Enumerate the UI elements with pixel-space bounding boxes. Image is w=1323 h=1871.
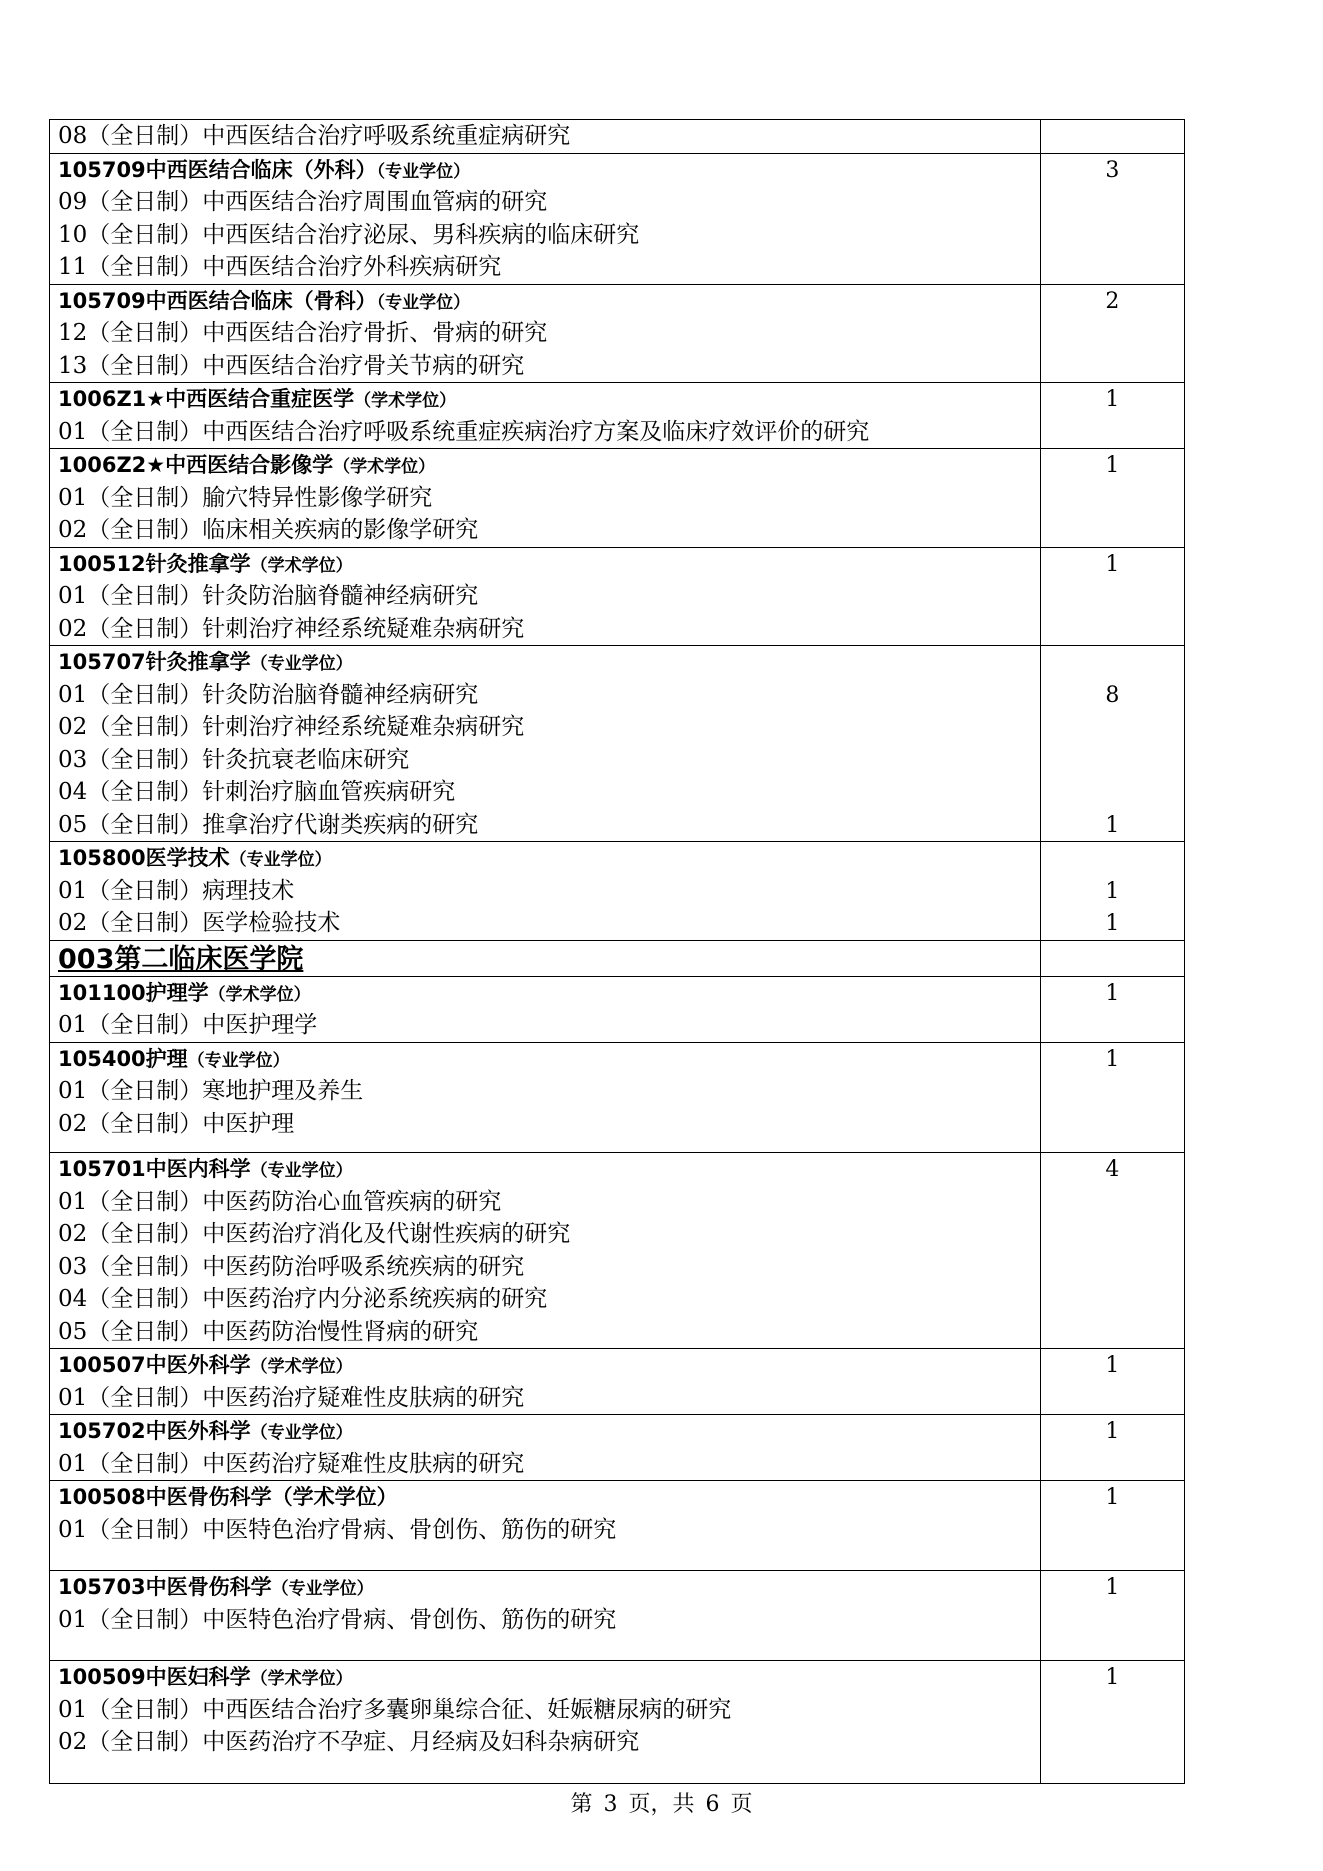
research-direction — [50, 1514, 1040, 1547]
degree-type-tag: （专业学位） — [250, 654, 353, 674]
quota-value — [1041, 1186, 1184, 1219]
line-text: 01（全日制）中医护理学 — [58, 1012, 318, 1038]
program-cell — [50, 547, 1041, 646]
quota-value — [1041, 120, 1184, 153]
program-row — [50, 120, 1185, 154]
research-direction — [50, 317, 1040, 350]
line-text: 02（全日制）医学检验技术 — [58, 910, 341, 936]
program-title — [50, 1153, 1040, 1186]
degree-type-tag: （学术学位） — [333, 457, 436, 477]
program-title — [50, 1349, 1040, 1382]
program-title — [50, 449, 1040, 482]
degree-type-tag: （专业学位） — [376, 292, 471, 313]
line-text: 02（全日制）针刺治疗神经系统疑难杂病研究 — [58, 615, 525, 642]
quota-cell — [1040, 120, 1184, 154]
quota-cell — [1040, 1349, 1184, 1415]
research-direction — [50, 580, 1040, 613]
program-cell — [50, 1042, 1041, 1153]
research-direction — [50, 1382, 1040, 1415]
line-text: 105400护理 — [58, 1046, 188, 1071]
program-cell — [50, 383, 1041, 449]
quota-value — [1041, 416, 1184, 449]
line-text: 02（全日制）中医药治疗不孕症、月经病及妇科杂病研究 — [58, 1729, 640, 1755]
quota-cell — [1040, 976, 1184, 1042]
line-text: 105702中医外科学 — [58, 1419, 251, 1443]
quota-value: 1 — [1105, 812, 1120, 838]
quota-value — [1041, 1726, 1184, 1759]
line-text: 100507中医外科学 — [58, 1353, 251, 1377]
program-title — [50, 154, 1040, 187]
program-cell — [50, 1481, 1041, 1571]
quota-value: 1 — [1105, 1353, 1120, 1378]
quota-value: 3 — [1105, 157, 1120, 183]
research-direction — [50, 1316, 1040, 1349]
degree-type-tag: （学术学位） — [208, 984, 311, 1005]
research-direction — [50, 907, 1040, 940]
research-direction — [50, 1694, 1040, 1727]
research-direction — [50, 711, 1040, 744]
line-text: 105800医学技术 — [58, 846, 230, 870]
research-direction — [50, 251, 1040, 284]
program-title — [50, 646, 1040, 679]
research-direction — [50, 809, 1040, 842]
quota-value — [1041, 1283, 1184, 1316]
program-title — [50, 285, 1040, 318]
quota-cell — [1040, 1661, 1184, 1784]
line-text: 105701中医内科学 — [58, 1157, 251, 1181]
program-title — [50, 1481, 1040, 1514]
quota-cell — [1040, 1571, 1184, 1661]
program-cell — [50, 449, 1041, 548]
quota-value — [1041, 1604, 1184, 1637]
quota-value: 1 — [1105, 878, 1120, 904]
research-direction — [50, 875, 1040, 908]
program-cell — [50, 842, 1041, 941]
quota-cell — [1040, 383, 1184, 449]
research-direction — [50, 482, 1040, 515]
program-row — [50, 646, 1185, 842]
line-text: 02（全日制）中医药治疗消化及代谢性疾病的研究 — [58, 1221, 571, 1247]
quota-value: 1 — [1105, 387, 1120, 412]
quota-value — [1041, 1694, 1184, 1727]
line-text: 03（全日制）针灸抗衰老临床研究 — [58, 746, 410, 773]
line-text: 1006Z2★中西医结合影像学 — [58, 453, 334, 477]
degree-type-tag: （学术学位） — [250, 1357, 353, 1377]
quota-value — [1041, 317, 1184, 350]
program-row — [50, 842, 1185, 941]
program-row — [50, 1571, 1185, 1661]
cell-spacer — [50, 1759, 1040, 1783]
line-text: 105709中西医结合临床（骨科） — [58, 288, 377, 313]
quota-value — [1041, 776, 1184, 809]
line-text: 01（全日制）中医药治疗疑难性皮肤病的研究 — [58, 1384, 525, 1411]
program-title — [50, 1571, 1040, 1604]
quota-cell — [1040, 547, 1184, 646]
line-text: 04（全日制）针刺治疗脑血管疾病研究 — [58, 779, 456, 805]
line-text: 05（全日制）推拿治疗代谢类疾病的研究 — [58, 811, 479, 838]
degree-type-tag: （学术学位） — [354, 391, 457, 411]
program-title — [50, 1661, 1040, 1694]
line-text: 100509中医妇科学 — [58, 1665, 251, 1689]
quota-value: 8 — [1105, 682, 1120, 708]
line-text: 08（全日制）中西医结合治疗呼吸系统重症病研究 — [58, 123, 571, 149]
program-cell — [50, 1349, 1041, 1415]
line-text: 02（全日制）针刺治疗神经系统疑难杂病研究 — [58, 714, 525, 740]
program-row — [50, 1415, 1185, 1481]
line-text: 12（全日制）中西医结合治疗骨折、骨病的研究 — [58, 320, 548, 346]
quota-value — [1041, 219, 1184, 252]
quota-value — [1041, 613, 1184, 646]
quota-value: 1 — [1105, 551, 1120, 577]
line-text: 105707针灸推拿学 — [58, 650, 251, 674]
program-row — [50, 976, 1185, 1042]
program-row — [50, 284, 1185, 383]
research-direction — [50, 1108, 1040, 1141]
degree-type-tag: （专业学位） — [187, 1050, 290, 1071]
quota-value — [1041, 711, 1184, 744]
line-text: 13（全日制）中西医结合治疗骨关节病的研究 — [58, 352, 525, 379]
line-text: 05（全日制）中医药防治慢性肾病的研究 — [58, 1318, 479, 1345]
program-row — [50, 1042, 1185, 1153]
line-text: 01（全日制）中医特色治疗骨病、骨创伤、筋伤的研究 — [58, 1606, 617, 1633]
quota-cell — [1040, 1481, 1184, 1571]
line-text: 02（全日制）中医护理 — [58, 1110, 295, 1137]
quota-value — [1041, 1251, 1184, 1284]
quota-value: 1 — [1105, 1485, 1120, 1510]
research-direction — [50, 1186, 1040, 1219]
program-title — [50, 842, 1040, 875]
program-cell — [50, 940, 1041, 976]
line-text: 01（全日制）中医药治疗疑难性皮肤病的研究 — [58, 1450, 525, 1477]
research-direction — [50, 219, 1040, 252]
degree-type-tag: （专业学位） — [229, 850, 332, 870]
research-direction — [50, 120, 1040, 153]
research-direction — [50, 1251, 1040, 1284]
quota-value — [1041, 1382, 1184, 1415]
research-direction — [50, 679, 1040, 712]
program-title — [50, 1415, 1040, 1448]
quota-value: 1 — [1105, 1046, 1120, 1072]
program-title — [50, 383, 1040, 416]
quota-value: 4 — [1105, 1157, 1120, 1182]
line-text: 1006Z1★中西医结合重症医学 — [58, 387, 355, 411]
program-row — [50, 1153, 1185, 1349]
quota-cell — [1040, 449, 1184, 548]
quota-value: 1 — [1105, 453, 1120, 478]
line-text: 01（全日制）腧穴特异性影像学研究 — [58, 484, 433, 511]
line-text: 01（全日制）病理技术 — [58, 877, 295, 904]
program-cell — [50, 284, 1041, 383]
line-text: 100512针灸推拿学 — [58, 551, 251, 576]
quota-cell — [1040, 646, 1184, 842]
program-cell — [50, 120, 1041, 154]
research-direction — [50, 416, 1040, 449]
degree-type-tag: （专业学位） — [271, 1579, 374, 1599]
quota-value: 2 — [1105, 288, 1120, 314]
program-row — [50, 547, 1185, 646]
quota-value: 1 — [1105, 1575, 1120, 1600]
research-direction — [50, 1726, 1040, 1759]
research-direction — [50, 776, 1040, 809]
research-direction — [50, 744, 1040, 777]
quota-value — [1041, 1075, 1184, 1108]
line-text: 09（全日制）中西医结合治疗周围血管病的研究 — [58, 189, 548, 215]
research-direction — [50, 1075, 1040, 1108]
quota-cell — [1040, 1153, 1184, 1349]
quota-value — [1041, 186, 1184, 219]
line-text: 01（全日制）中西医结合治疗多囊卵巢综合征、妊娠糖尿病的研究 — [58, 1696, 732, 1723]
quota-value — [1041, 514, 1184, 547]
line-text: 105703中医骨伤科学 — [58, 1575, 272, 1599]
line-text: 11（全日制）中西医结合治疗外科疾病研究 — [58, 254, 502, 280]
quota-value — [1041, 482, 1184, 515]
research-direction — [50, 1283, 1040, 1316]
program-title — [50, 548, 1040, 581]
line-text: 01（全日制）中医特色治疗骨病、骨创伤、筋伤的研究 — [58, 1516, 617, 1543]
line-text: 01（全日制）寒地护理及养生 — [58, 1078, 364, 1104]
quota-cell — [1040, 940, 1184, 976]
research-direction — [50, 1448, 1040, 1481]
quota-cell — [1040, 1042, 1184, 1153]
program-row — [50, 383, 1185, 449]
program-row — [50, 1481, 1185, 1571]
program-title — [50, 977, 1040, 1010]
line-text: 04（全日制）中医药治疗内分泌系统疾病的研究 — [58, 1286, 548, 1312]
quota-value — [1041, 744, 1184, 777]
quota-value — [1041, 1218, 1184, 1251]
program-cell — [50, 1153, 1041, 1349]
research-direction — [50, 1009, 1040, 1042]
quota-value — [1041, 251, 1184, 284]
quota-value — [1041, 1009, 1184, 1042]
quota-cell — [1040, 842, 1184, 941]
research-direction — [50, 514, 1040, 547]
quota-value — [1041, 1514, 1184, 1547]
quota-cell — [1040, 153, 1184, 284]
quota-value — [1041, 580, 1184, 613]
quota-value — [1041, 941, 1184, 976]
degree-type-tag: （专业学位） — [376, 161, 471, 182]
cell-spacer — [50, 1636, 1040, 1660]
research-direction — [50, 1604, 1040, 1637]
quota-value — [1041, 842, 1184, 875]
degree-type-tag: （学术学位） — [250, 1669, 353, 1689]
degree-type-tag: （专业学位） — [250, 1423, 353, 1443]
quota-value — [1041, 646, 1184, 679]
program-title — [50, 1043, 1040, 1076]
quota-value: 1 — [1105, 980, 1120, 1006]
quota-value: 1 — [1105, 911, 1120, 936]
research-direction — [50, 613, 1040, 646]
page-footer: 第 3 页，共 6 页 — [570, 1792, 753, 1817]
research-direction — [50, 1218, 1040, 1251]
line-text: 01（全日制）针灸防治脑脊髓神经病研究 — [58, 681, 479, 708]
degree-type-tag: （学术学位） — [250, 555, 353, 576]
cell-spacer — [50, 1140, 1040, 1152]
line-text: 105709中西医结合临床（外科） — [58, 157, 377, 182]
line-text: 100508中医骨伤科学（学术学位） — [58, 1485, 398, 1509]
section-row — [50, 940, 1185, 976]
degree-type-tag: （专业学位） — [250, 1161, 353, 1181]
program-cell — [50, 1571, 1041, 1661]
line-text: 01（全日制）针灸防治脑脊髓神经病研究 — [58, 583, 479, 609]
program-row — [50, 1661, 1185, 1784]
line-text: 02（全日制）临床相关疾病的影像学研究 — [58, 517, 479, 543]
program-row — [50, 153, 1185, 284]
quota-value — [1041, 1448, 1184, 1481]
quota-value — [1041, 1316, 1184, 1349]
program-row — [50, 449, 1185, 548]
program-cell — [50, 976, 1041, 1042]
quota-value: 1 — [1105, 1665, 1120, 1690]
research-direction — [50, 186, 1040, 219]
program-cell — [50, 1661, 1041, 1784]
quota-cell — [1040, 1415, 1184, 1481]
quota-value — [1041, 350, 1184, 383]
line-text: 101100护理学 — [58, 980, 209, 1005]
program-cell — [50, 646, 1041, 842]
enrollment-table — [49, 119, 1185, 1784]
program-row — [50, 1349, 1185, 1415]
quota-value — [1041, 1108, 1184, 1141]
line-text: 10（全日制）中西医结合治疗泌尿、男科疾病的临床研究 — [58, 221, 640, 248]
quota-value: 1 — [1105, 1419, 1120, 1444]
line-text: 01（全日制）中医药防治心血管疾病的研究 — [58, 1188, 502, 1215]
section-title — [50, 941, 1040, 976]
program-cell — [50, 153, 1041, 284]
line-text: 003第二临床医学院 — [58, 943, 304, 975]
line-text: 03（全日制）中医药防治呼吸系统疾病的研究 — [58, 1253, 525, 1280]
quota-cell — [1040, 284, 1184, 383]
cell-spacer — [50, 1546, 1040, 1570]
program-cell — [50, 1415, 1041, 1481]
line-text: 01（全日制）中西医结合治疗呼吸系统重症疾病治疗方案及临床疗效评价的研究 — [58, 418, 870, 445]
research-direction — [50, 350, 1040, 383]
